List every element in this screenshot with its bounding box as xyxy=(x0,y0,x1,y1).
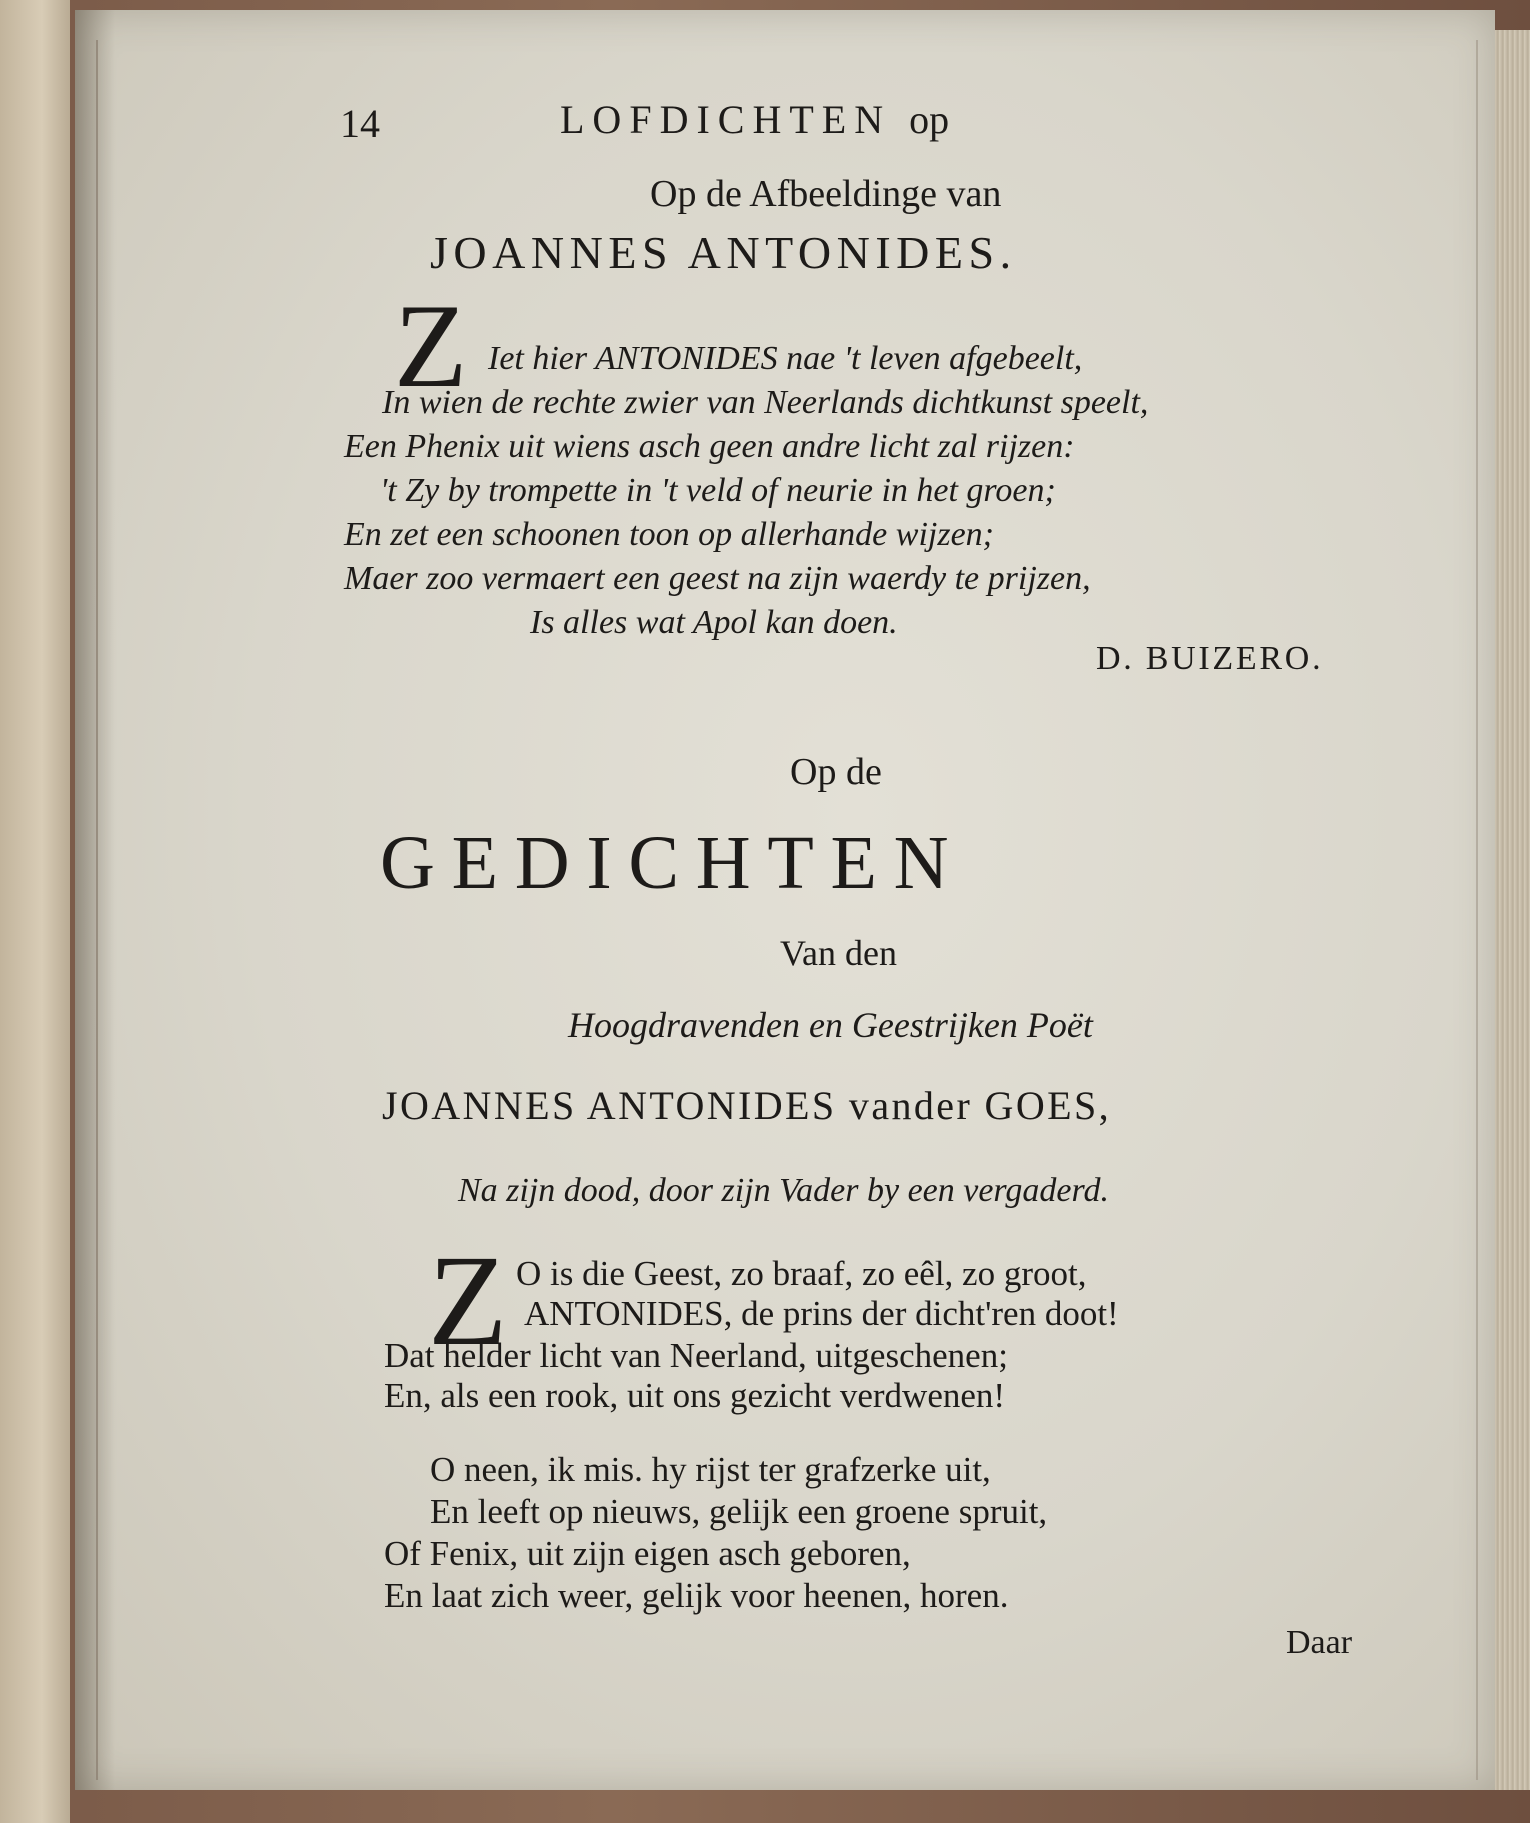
running-head-suffix: op xyxy=(909,97,950,142)
poem1-title-line1: Op de Afbeeldinge van xyxy=(650,173,1002,215)
poem2-subtitle: Na zijn dood, door zijn Vader by een vergaderd. xyxy=(458,1172,1109,1209)
poem2-line: O is die Geest, zo braaf, zo eêl, zo groot, xyxy=(516,1254,1087,1293)
poem1-line: En zet een schoonen toon op allerhande wijzen; xyxy=(344,516,994,553)
running-head-title: LOFDICHTEN xyxy=(560,97,892,142)
running-head xyxy=(560,96,949,143)
poem1-line: Een Phenix uit wiens asch geen andre licht zal rijzen: xyxy=(344,428,1075,465)
page-rule-line xyxy=(96,40,98,1780)
poem2-name: JOANNES ANTONIDES vander GOES, xyxy=(382,1083,1112,1128)
poem1-line: Is alles wat Apol kan doen. xyxy=(530,604,898,641)
poem2-op-de: Op de xyxy=(790,751,882,793)
poem1-title-line2: JOANNES ANTONIDES. xyxy=(430,227,1017,278)
poem2-van-den: Van den xyxy=(780,933,897,973)
poem2-heading: GEDICHTEN xyxy=(380,821,966,905)
poem2-line: En, als een rook, uit ons gezicht verdwenen! xyxy=(384,1376,1006,1415)
poem1-line: In wien de rechte zwier van Neerlands dichtkunst speelt, xyxy=(382,384,1149,421)
poem2-line: O neen, ik mis. hy rijst ter grafzerke uit, xyxy=(430,1450,991,1489)
book-binding xyxy=(0,0,70,1823)
page-gutter-shadow xyxy=(75,10,115,1790)
poem2-epithet: Hoogdravenden en Geestrijken Poët xyxy=(568,1005,1093,1045)
poem1-signature: D. BUIZERO. xyxy=(1096,640,1324,677)
poem2-line: En laat zich weer, gelijk voor heenen, horen. xyxy=(384,1576,1009,1615)
poem2-line: ANTONIDES, de prins der dicht'ren doot! xyxy=(524,1294,1119,1333)
poem1-line: Iet hier ANTONIDES nae 't leven afgebeelt, xyxy=(488,340,1083,377)
poem2-line: En leeft op nieuws, gelijk een groene spruit, xyxy=(430,1492,1048,1531)
poem1-line: 't Zy by trompette in 't veld of neurie in het groen; xyxy=(380,472,1056,509)
poem2-line: Of Fenix, uit zijn eigen asch geboren, xyxy=(384,1534,911,1573)
poem1-line: Maer zoo vermaert een geest na zijn waerdy te prijzen, xyxy=(344,560,1091,597)
poem1-dropcap: Z xyxy=(394,279,468,412)
page-rule-line xyxy=(1476,40,1478,1780)
page-edges xyxy=(1490,30,1530,1790)
catchword: Daar xyxy=(1286,1624,1353,1661)
page-number: 14 xyxy=(340,101,380,146)
poem2-line: Dat helder licht van Neerland, uitgeschenen; xyxy=(384,1336,1008,1375)
poem2-dropcap: Z xyxy=(428,1229,508,1373)
